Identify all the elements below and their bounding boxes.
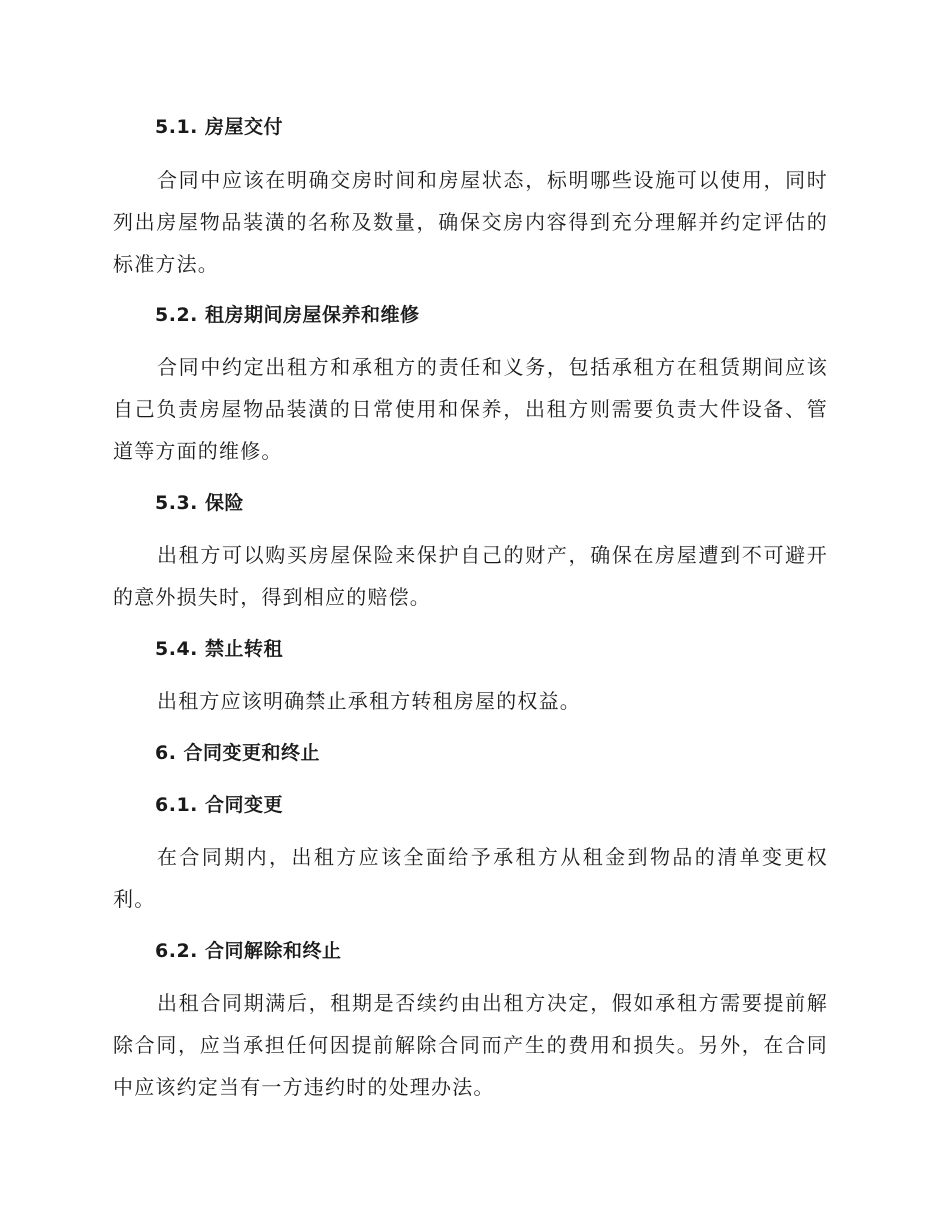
section-heading-6-2: 6.2. 合同解除和终止 (155, 940, 342, 962)
section-heading-6: 6. 合同变更和终止 (155, 742, 321, 764)
section-heading-6-1: 6.1. 合同变更 (155, 794, 283, 816)
section-heading-5-2: 5.2. 租房期间房屋保养和维修 (155, 304, 420, 326)
section-body-5-4: 出租方应该明确禁止承租方转租房屋的权益。 (157, 689, 581, 713)
section-body-5-2: 合同中约定出租方和承租方的责任和义务，包括承租方在租赁期间应该自己负责房屋物品装潢的日常使用和保养，出租方则需要负责大件设备、管道等方面的维修。 (113, 355, 828, 463)
section-heading-5-3: 5.3. 保险 (155, 492, 244, 514)
section-body-6-2: 出租合同期满后，租期是否续约由出租方决定，假如承租方需要提前解除合同，应当承担任何因提前解除合同而产生的费用和损失。另外，在合同中应该约定当有一方违约时的处理办法。 (113, 991, 828, 1099)
section-body-5-1: 合同中应该在明确交房时间和房屋状态，标明哪些设施可以使用，同时列出房屋物品装潢的名称及数量，确保交房内容得到充分理解并约定评估的标准方法。 (113, 168, 828, 276)
section-body-6-1: 在合同期内，出租方应该全面给予承租方从租金到物品的清单变更权利。 (113, 845, 828, 911)
section-heading-5-4: 5.4. 禁止转租 (155, 638, 283, 660)
section-body-5-3: 出租方可以购买房屋保险来保护自己的财产，确保在房屋遭到不可避开的意外损失时，得到相应的赔偿。 (113, 543, 828, 609)
section-heading-5-1: 5.1. 房屋交付 (155, 116, 283, 138)
